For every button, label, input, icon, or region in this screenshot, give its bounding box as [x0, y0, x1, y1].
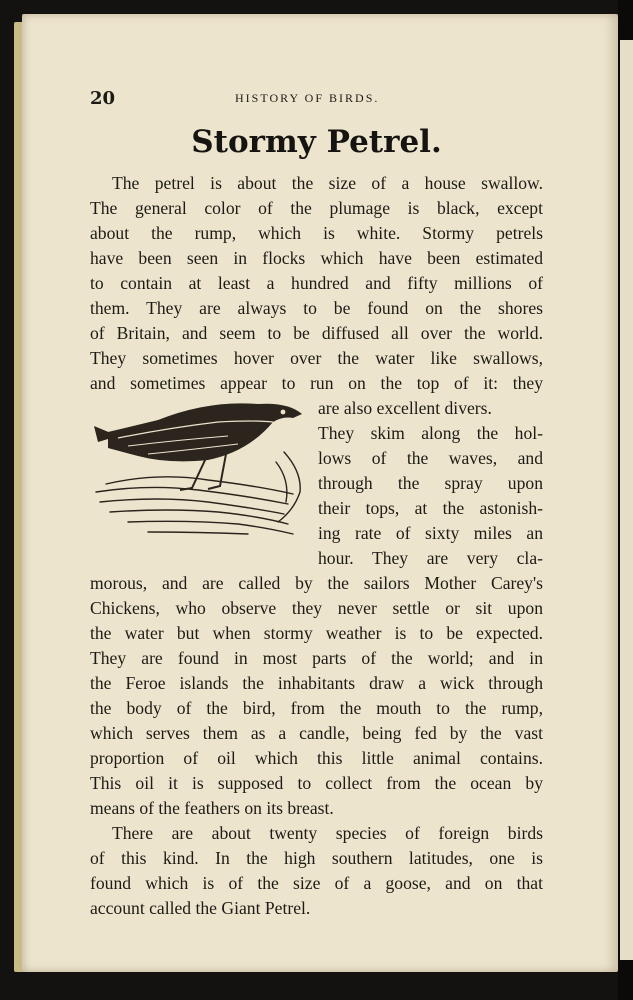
article-title: Stormy Petrel. — [191, 124, 442, 160]
text-line: ing rate of sixty miles an — [318, 523, 543, 543]
text-line: the body of the bird, from the mouth to the rump, — [90, 698, 543, 718]
text-line: account called the Giant Petrel. — [90, 898, 311, 918]
running-head — [90, 88, 570, 112]
text-line: the water but when stormy weather is to be expected. — [90, 623, 543, 643]
text-line: hour. They are very cla- — [318, 548, 543, 568]
text-line: the Feroe islands the inhabitants draw a wick through — [90, 673, 543, 693]
page-number: 20 — [90, 88, 116, 109]
text-line: through the spray upon — [318, 473, 543, 493]
text-line: The petrel is about the size of a house swallow. — [112, 173, 543, 193]
text-line: The general color of the plumage is black, except — [90, 198, 543, 218]
text-line: They are found in most parts of the world; and in — [90, 648, 543, 668]
text-line: them. They are always to be found on the shores — [90, 298, 543, 318]
text-line: lows of the waves, and — [318, 448, 543, 468]
text-line: of this kind. In the high southern latitudes, one is — [90, 848, 543, 868]
text-line: to contain at least a hundred and fifty millions of — [90, 273, 543, 293]
stormy-petrel-woodcut — [88, 392, 312, 552]
running-title: HISTORY OF BIRDS. — [235, 91, 380, 105]
text-line: proportion of oil which this little animal contains. — [90, 748, 543, 768]
facing-page-edge — [620, 40, 633, 960]
text-line: have been seen in flocks which have been estimated — [90, 248, 543, 268]
text-line: morous, and are called by the sailors Mother Carey's — [90, 573, 543, 593]
text-line: about the rump, which is white. Stormy petrels — [90, 223, 543, 243]
text-line: They sometimes hover over the water like swallows, — [90, 348, 543, 368]
text-line: are also excellent divers. — [318, 398, 492, 418]
text-line: found which is of the size of a goose, and on that — [90, 873, 543, 893]
text-line: There are about twenty species of foreign birds — [112, 823, 543, 843]
text-line: their tops, at the astonish- — [318, 498, 543, 518]
text-line: of Britain, and seem to be diffused all over the world. — [90, 323, 543, 343]
text-line: They skim along the hol- — [318, 423, 543, 443]
text-line: This oil it is supposed to collect from the ocean by — [90, 773, 543, 793]
text-line: Chickens, who observe they never settle or sit upon — [90, 598, 543, 618]
text-line: and sometimes appear to run on the top of it: they — [90, 373, 543, 393]
text-line: which serves them as a candle, being fed by the vast — [90, 723, 543, 743]
text-line: means of the feathers on its breast. — [90, 798, 334, 818]
